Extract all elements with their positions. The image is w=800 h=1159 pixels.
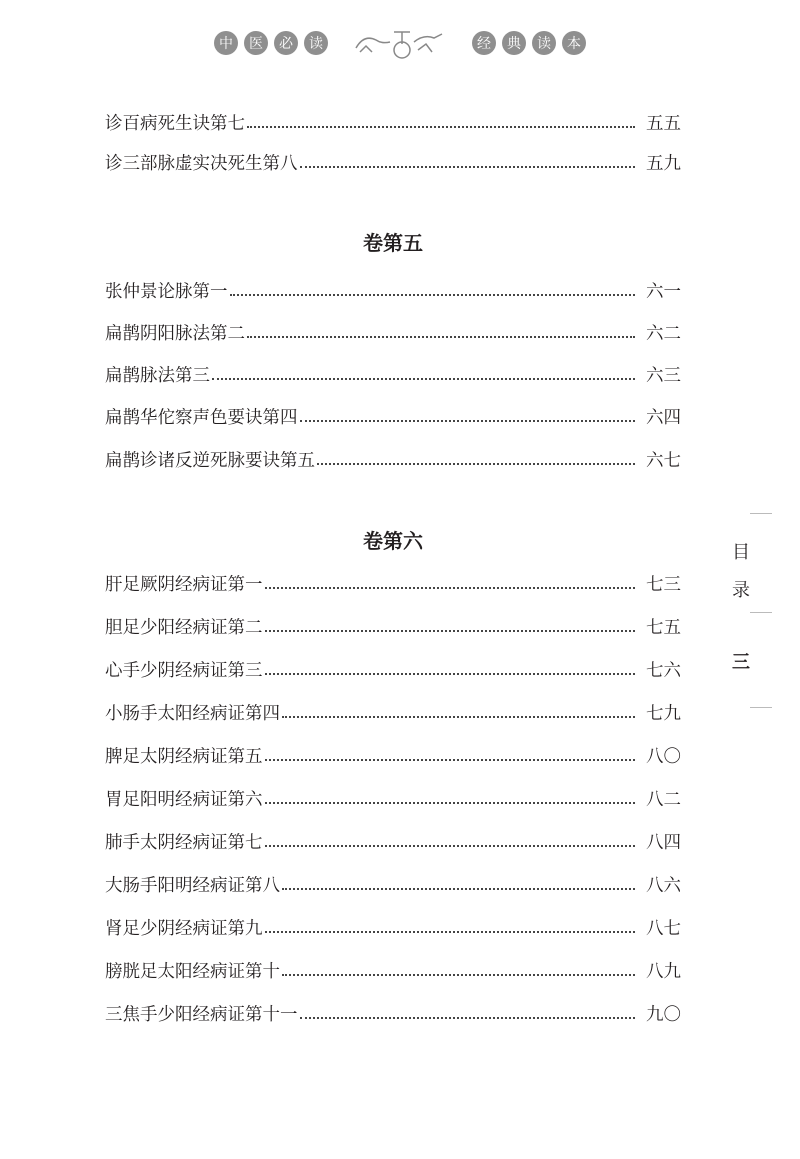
divider — [750, 707, 772, 708]
toc-entry[interactable] — [105, 149, 681, 175]
entry-page: 八〇 — [646, 746, 681, 767]
dot-leader — [265, 630, 636, 632]
dot-leader — [212, 378, 635, 380]
entry-page: 八二 — [646, 789, 681, 810]
dot-leader — [265, 587, 636, 589]
toc-entry[interactable] — [105, 871, 681, 897]
entry-page: 七五 — [646, 617, 681, 638]
toc-entry[interactable] — [105, 403, 681, 429]
toc-entry[interactable] — [105, 656, 681, 682]
chariot-logo-icon — [352, 26, 448, 60]
dot-leader — [282, 716, 635, 718]
dot-leader — [282, 974, 635, 976]
dot-leader — [317, 463, 635, 465]
toc-entry[interactable] — [105, 828, 681, 854]
entry-title: 扁鹊脉法第三 — [105, 365, 210, 386]
toc-entry[interactable] — [105, 957, 681, 983]
header-char: 必 — [274, 31, 298, 55]
dot-leader — [247, 336, 635, 338]
entry-page: 六七 — [646, 450, 681, 471]
entry-page: 九〇 — [646, 1004, 681, 1025]
entry-title: 肝足厥阴经病证第一 — [105, 574, 263, 595]
entry-page: 七九 — [646, 703, 681, 724]
entry-title: 肾足少阴经病证第九 — [105, 918, 263, 939]
entry-title: 扁鹊华佗察声色要诀第四 — [105, 407, 298, 428]
header-char: 读 — [532, 31, 556, 55]
toc-entry[interactable] — [105, 613, 681, 639]
toc-entry[interactable] — [105, 570, 681, 596]
toc-entry[interactable] — [105, 361, 681, 387]
header-char: 典 — [502, 31, 526, 55]
dot-leader — [300, 1017, 636, 1019]
header-char: 中 — [214, 31, 238, 55]
entry-title: 膀胱足太阳经病证第十 — [105, 961, 280, 982]
divider — [750, 612, 772, 613]
side-label: 录 — [732, 580, 750, 601]
toc-entry[interactable] — [105, 914, 681, 940]
entry-page: 七三 — [646, 574, 681, 595]
dot-leader — [265, 845, 636, 847]
toc-entry[interactable] — [105, 319, 681, 345]
dot-leader — [265, 931, 636, 933]
side-label: 目 — [732, 542, 750, 563]
entry-page: 六四 — [646, 407, 681, 428]
entry-title: 胃足阳明经病证第六 — [105, 789, 263, 810]
entry-page: 六一 — [646, 281, 681, 302]
entry-page: 八六 — [646, 875, 681, 896]
toc-entry[interactable] — [105, 1000, 681, 1026]
toc-entry[interactable] — [105, 742, 681, 768]
volume-heading: 卷第六 — [363, 529, 423, 553]
volume-heading: 卷第五 — [363, 231, 423, 255]
dot-leader — [265, 802, 636, 804]
toc-entry[interactable] — [105, 699, 681, 725]
entry-page: 七六 — [646, 660, 681, 681]
entry-title: 扁鹊诊诸反逆死脉要诀第五 — [105, 450, 315, 471]
entry-page: 八七 — [646, 918, 681, 939]
toc-entry[interactable] — [105, 446, 681, 472]
entry-page: 八四 — [646, 832, 681, 853]
page-number: 三 — [732, 652, 750, 673]
entry-title: 诊百病死生诀第七 — [105, 113, 245, 134]
entry-page: 八九 — [646, 961, 681, 982]
entry-title: 小肠手太阳经病证第四 — [105, 703, 280, 724]
dot-leader — [230, 294, 636, 296]
dot-leader — [282, 888, 635, 890]
entry-title: 心手少阴经病证第三 — [105, 660, 263, 681]
dot-leader — [247, 126, 635, 128]
header-char: 本 — [562, 31, 586, 55]
entry-title: 脾足太阴经病证第五 — [105, 746, 263, 767]
entry-title: 胆足少阳经病证第二 — [105, 617, 263, 638]
entry-title: 诊三部脉虚实决死生第八 — [105, 153, 298, 174]
entry-title: 大肠手阳明经病证第八 — [105, 875, 280, 896]
dot-leader — [265, 673, 636, 675]
toc-entry[interactable] — [105, 277, 681, 303]
entry-page: 六二 — [646, 323, 681, 344]
dot-leader — [300, 166, 636, 168]
entry-title: 三焦手少阳经病证第十一 — [105, 1004, 298, 1025]
dot-leader — [300, 420, 636, 422]
header-char: 读 — [304, 31, 328, 55]
entry-page: 五九 — [646, 153, 681, 174]
entry-title: 扁鹊阴阳脉法第二 — [105, 323, 245, 344]
dot-leader — [265, 759, 636, 761]
header-char: 经 — [472, 31, 496, 55]
entry-page: 五五 — [646, 113, 681, 134]
entry-title: 肺手太阴经病证第七 — [105, 832, 263, 853]
entry-title: 张仲景论脉第一 — [105, 281, 228, 302]
header-char: 医 — [244, 31, 268, 55]
divider — [750, 513, 772, 514]
running-header — [0, 26, 800, 60]
toc-entry[interactable] — [105, 785, 681, 811]
entry-page: 六三 — [646, 365, 681, 386]
toc-entry[interactable] — [105, 109, 681, 135]
